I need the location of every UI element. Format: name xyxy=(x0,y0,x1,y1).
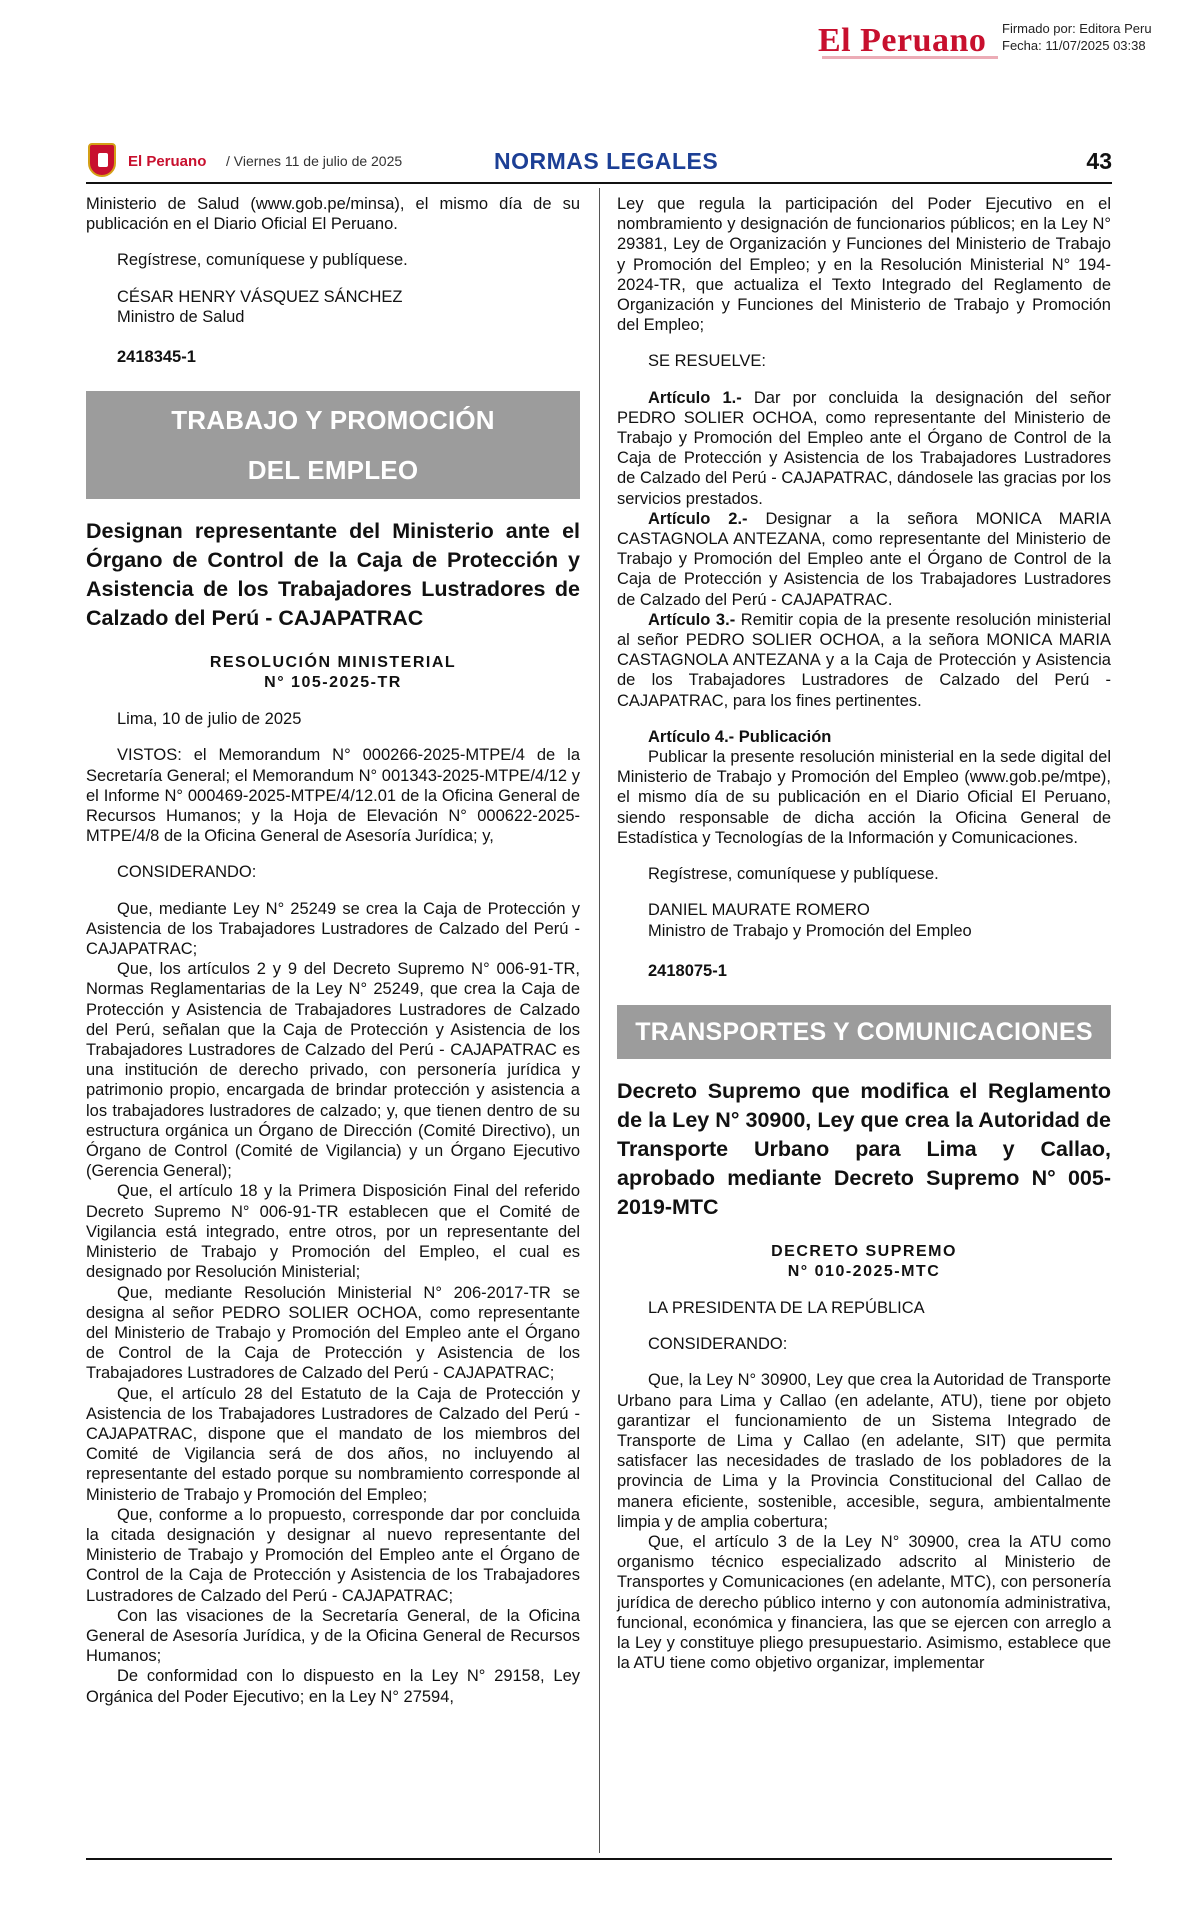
considerando-paragraph: Que, el artículo 18 y la Primera Disposición Final del referido Decreto Supremo N° 006-91-TR establecen que el Comité de Vigilancia está integrado, entre otros, por un representante del Ministerio de Trabajo y Promoción del Empleo, el cual es designado por Resolución Ministerial; xyxy=(86,1182,580,1282)
section-title: NORMAS LEGALES xyxy=(494,148,719,174)
publication-code: 2418345-1 xyxy=(117,348,196,367)
considerando-paragraph: Que, el artículo 28 del Estatuto de la Caja de Protección y Asistencia de los Trabajadores Lustradores de Calzado del Perú - CAJAPATRAC, dispone que el mandato de los miembros del Comité de Vigilancia será de dos años, no incluyendo al representante del estado porque su nombramiento corresponde al Ministerio de Trabajo y Promoción del Empleo; xyxy=(86,1384,580,1504)
article-1 xyxy=(617,388,1111,509)
masthead-underline xyxy=(822,56,998,59)
considerando-paragraph: Que, mediante Ley N° 25249 se crea la Caja de Protección y Asistencia de los Trabajadores Lustradores de Calzado del Perú - CAJAPATRAC; xyxy=(86,899,580,959)
article-2-label: Artículo 2.- xyxy=(648,509,748,528)
se-resuelve-label: SE RESUELVE: xyxy=(648,352,766,371)
closing-formula: Regístrese, comuníquese y publíquese. xyxy=(117,251,408,270)
signer-name: DANIEL MAURATE ROMERO xyxy=(648,901,870,920)
considerando-label: CONSIDERANDO: xyxy=(117,863,257,882)
article-2 xyxy=(617,509,1111,610)
place-date: Lima, 10 de julio de 2025 xyxy=(117,710,302,729)
right-column xyxy=(617,194,1111,1673)
closing-formula: Regístrese, comuníquese y publíquese. xyxy=(648,865,939,884)
article-3-label: Artículo 3.- xyxy=(648,610,736,629)
signer-name: CÉSAR HENRY VÁSQUEZ SÁNCHEZ xyxy=(117,287,403,306)
presidenta-label: LA PRESIDENTA DE LA REPÚBLICA xyxy=(648,1298,925,1317)
article-2-text: Designar a la señora MONICA MARIA CASTAGNOLA ANTEZANA, como representante del Ministerio de Trabajo y Promoción del Empleo ante el Órgano de Control de la Caja de Protección y Asistencia de los Trabajadores Lustradores de Calzado del Perú - CAJAPATRAC. xyxy=(617,509,1111,609)
considerando-paragraph: Que, conforme a lo propuesto, corresponde dar por concluida la citada designación y designar al nuevo representante del Ministerio de Trabajo y Promoción del Empleo ante el Órgano de Control de la Caja de Protección y Asistencia de los Trabajadores Lustradores de Calzado del Perú - CAJAPATRAC; xyxy=(86,1505,580,1605)
considerando-paragraph: Que, los artículos 2 y 9 del Decreto Supremo N° 006-91-TR, Normas Reglamentarias de la Ley N° 25249, que crea la Caja de Protección y Asistencia de Trabajadores Lustradores de Calzado del Perú, señalan que la Caja de Protección y Asistencia de los Trabajadores Lustradores de Calzado del Perú - CAJAPATRAC es una institución de derecho privado, con personería jurídica y patrimonio propio, encargada de brindar protección y asistencia a los trabajadores lustradores de calzado; y, que tienen dentro de su estructura orgánica un Órgano de Dirección (Comité Directivo), un Órgano de Control (Comité de Vigilancia) y un Órgano Ejecutivo (Gerencia General); xyxy=(86,960,580,1181)
continued-paragraph: Ley que regula la participación del Poder Ejecutivo en el nombramiento y designación de funcionarios públicos; en la Ley N° 29381, Ley de Organización y Funciones del Ministerio de Trabajo y Promoción del Empleo; y en la Resolución Ministerial N° 194-2024-TR, que actualiza el Texto Integrado del Reglamento de Organización y Funciones del Ministerio de Trabajo y Promoción del Empleo; xyxy=(617,195,1111,335)
page-header xyxy=(86,143,1112,179)
considerando-paragraph: Que, mediante Resolución Ministerial N° 206-2017-TR se designa al señor PEDRO SOLIER OCHOA, como representante del Ministerio de Trabajo y Promoción del Empleo ante el Órgano de Control de la Caja de Protección y Asistencia de los Trabajadores Lustradores de Calzado del Perú - CAJAPATRAC; xyxy=(86,1283,580,1383)
masthead-logo: El Peruano xyxy=(818,22,987,59)
header-brand: El Peruano xyxy=(128,153,207,170)
considerando-paragraph: De conformidad con lo dispuesto en la Ley N° 29158, Ley Orgánica del Poder Ejecutivo; en la Ley N° 27594, xyxy=(86,1667,580,1706)
column-divider xyxy=(599,188,600,1853)
signature-block xyxy=(1002,20,1152,54)
coat-of-arms-icon xyxy=(88,143,116,177)
article-4-label: Artículo 4.- Publicación xyxy=(648,727,832,746)
section-banner xyxy=(86,391,580,499)
header-date: / Viernes 11 de julio de 2025 xyxy=(226,153,403,169)
article-1-text: Dar por concluida la designación del señor PEDRO SOLIER OCHOA, como representante del Ministerio de Trabajo y Promoción del Empleo ante el Órgano de Control de la Caja de Protección y Asistencia de los Trabajadores Lustradores de Calzado del Perú - CAJAPATRAC, dándosele las gracias por los servicios prestados. xyxy=(617,388,1111,508)
section-banner-line1: TRABAJO Y PROMOCIÓN xyxy=(171,405,495,436)
left-column xyxy=(86,194,580,1707)
signed-date: Fecha: 11/07/2025 03:38 xyxy=(1002,38,1146,53)
article-headline: Decreto Supremo que modifica el Reglamento de la Ley N° 30900, Ley que crea la Autoridad de Transporte Urbano para Lima y Callao, aprobado mediante Decreto Supremo N° 005-2019-MTC xyxy=(617,1078,1111,1219)
considerando-label: CONSIDERANDO: xyxy=(648,1335,788,1354)
header-rule xyxy=(86,182,1112,184)
article-3 xyxy=(617,610,1111,711)
considerando-paragraph: Con las visaciones de la Secretaría General, de la Oficina General de Asesoría Jurídica, y de la Oficina General de Recursos Humanos; xyxy=(86,1606,580,1666)
signer-role: Ministro de Trabajo y Promoción del Empleo xyxy=(648,921,972,940)
vistos-paragraph: VISTOS: el Memorandum N° 000266-2025-MTPE/4 de la Secretaría General; el Memorandum N° 001343-2025-MTPE/4/12 y el Informe N° 000469-2025-MTPE/4/12.01 de la Oficina General de Recursos Humanos; y la Hoja de Elevación N° 000622-2025-MTPE/4/8 de la Oficina General de Asesoría Jurídica; y, xyxy=(86,746,580,846)
article-headline: Designan representante del Ministerio ante el Órgano de Control de la Caja de Protección y Asistencia de los Trabajadores Lustradores de Calzado del Perú - CAJAPATRAC xyxy=(86,519,580,631)
section-banner: TRANSPORTES Y COMUNICACIONES xyxy=(617,1005,1111,1059)
article-3-text: Remitir copia de la presente resolución ministerial al señor PEDRO SOLIER OCHOA, a la señora MONICA MARIA CASTAGNOLA ANTEZANA y a la Caja de Protección y Asistencia de los Trabajadores Lustradores de Calzado del Perú - CAJAPATRAC, para los fines pertinentes. xyxy=(617,610,1111,710)
intro-paragraph: Ministerio de Salud (www.gob.pe/minsa), el mismo día de su publicación en el Diario Oficial El Peruano. xyxy=(86,195,580,234)
publication-code: 2418075-1 xyxy=(648,961,727,980)
considerando-paragraph: Que, el artículo 3 de la Ley N° 30900, crea la ATU como organismo técnico especializado adscrito al Ministerio de Transportes y Comunicaciones (en adelante, MTC), con personería jurídica de derecho público interno y con autonomía administrativa, funcional, económica y financiera, las que se ejercen con arreglo a la Ley y constituye pliego presupuestario. Asimismo, establece que la ATU tiene como objetivo organizar, implementar xyxy=(617,1532,1111,1673)
decree-number: N° 010-2025-MTC xyxy=(787,1262,941,1280)
decree-title: DECRETO SUPREMO xyxy=(771,1242,957,1260)
section-banner-line2: DEL EMPLEO xyxy=(247,455,419,486)
resolution-title: RESOLUCIÓN MINISTERIAL xyxy=(209,654,457,672)
article-4-text: Publicar la presente resolución ministerial en la sede digital del Ministerio de Trabajo y Promoción del Empleo (www.gob.pe/mtpe), el mismo día de su publicación en el Diario Oficial El Peruano, siendo responsable de dicha acción la Oficina General de Estadística y Tecnologías de la Información y Comunicaciones. xyxy=(617,748,1111,847)
page-number: 43 xyxy=(1086,148,1112,174)
signer-role: Ministro de Salud xyxy=(117,307,245,326)
signed-by: Firmado por: Editora Peru xyxy=(1002,21,1152,36)
resolution-number: N° 105-2025-TR xyxy=(264,674,402,692)
footer-rule xyxy=(86,1858,1112,1860)
article-1-label: Artículo 1.- xyxy=(648,388,742,407)
considerando-paragraph: Que, la Ley N° 30900, Ley que crea la Autoridad de Transporte Urbano para Lima y Callao (en adelante, ATU), tiene por objeto garantizar el funcionamiento de un Sistema Integrado de Transporte de Lima y Callao (en adelante, SIT) que permita satisfacer las necesidades de traslado de los pobladores de la provincia de Lima y la Provincia Constitucional del Callao de manera eficiente, sostenible, accesible, segura, ambientalmente limpia y de amplia cobertura; xyxy=(617,1371,1111,1531)
